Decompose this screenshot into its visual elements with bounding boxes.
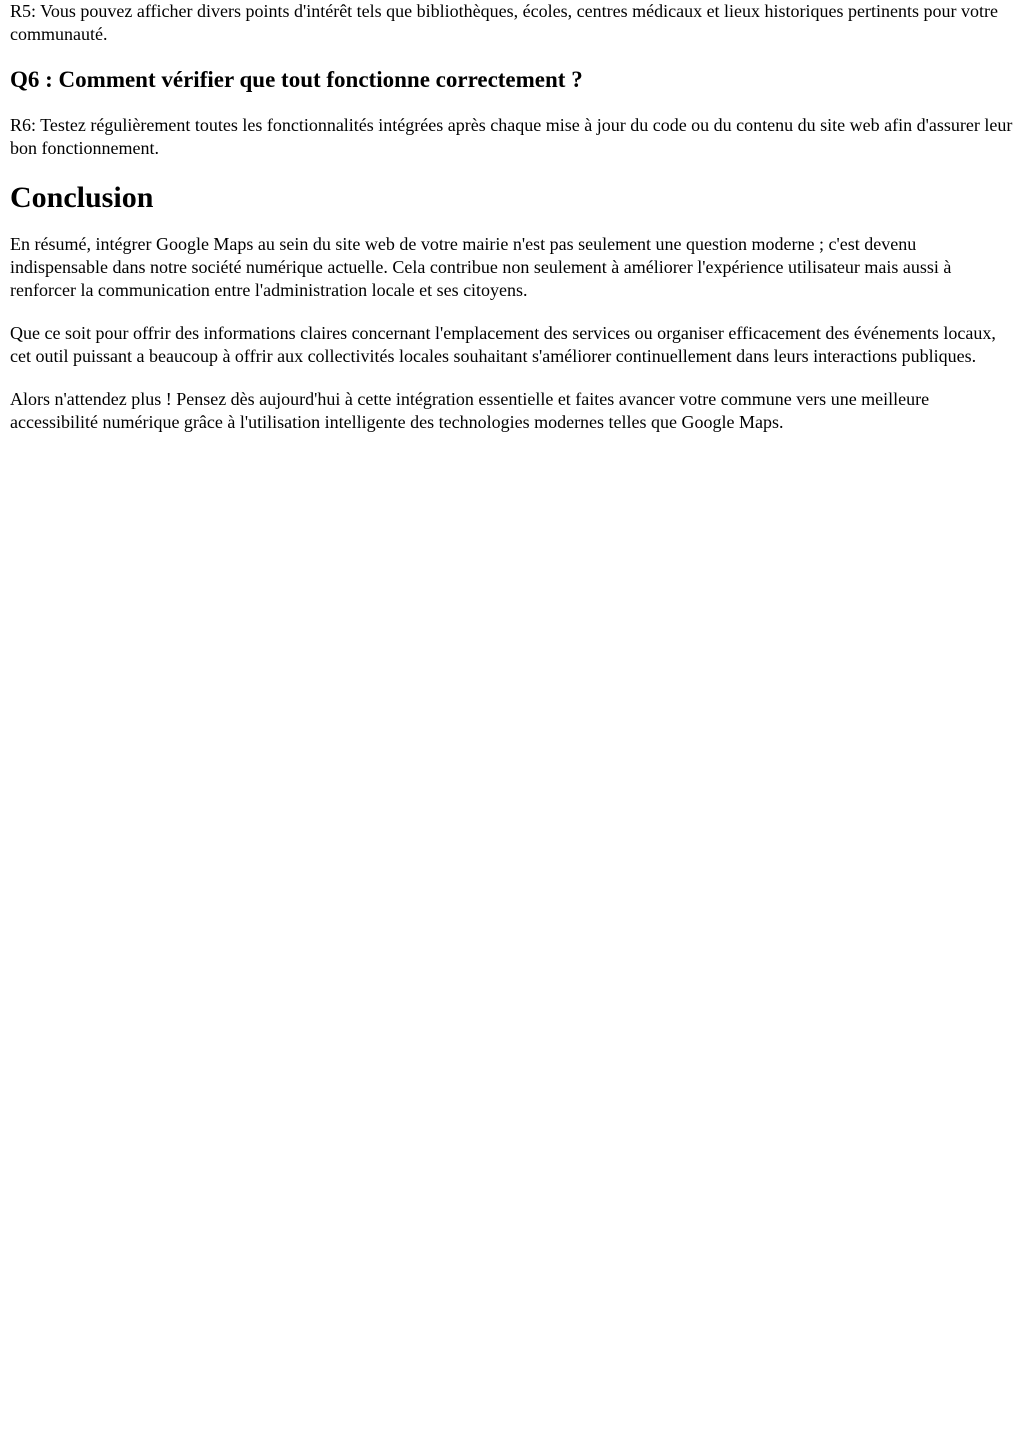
answer-r6: R6: Testez régulièrement toutes les fonctionnalités intégrées après chaque mise à jour du code ou du contenu du site web afin d'assurer leur bon fonctionnement. [10, 115, 1013, 158]
conclusion-paragraph-1: En résumé, intégrer Google Maps au sein du site web de votre mairie n'est pas seulement une question moderne ; c'est devenu indispensable dans notre société numérique actuelle. Cela contribue non seulement à améliorer l'expérience utilisateur mais aussi à renforcer la communication entre l'administration locale et ses citoyens. [10, 234, 952, 300]
conclusion-paragraph-3: Alors n'attendez plus ! Pensez dès aujourd'hui à cette intégration essentielle et faites avancer votre commune vers une meilleure accessibilité numérique grâce à l'utilisation intelligente des technologies modernes telles que Google Maps. [10, 389, 930, 432]
answer-r5: R5: Vous pouvez afficher divers points d'intérêt tels que bibliothèques, écoles, centres médicaux et lieux historiques pertinents pour votre communauté. [10, 1, 999, 44]
question-q6-heading: Q6 : Comment vérifier que tout fonctionne correctement ? [10, 67, 583, 92]
conclusion-paragraph-2: Que ce soit pour offrir des informations claires concernant l'emplacement des services ou organiser efficacement des événements locaux, cet outil puissant a beaucoup à offrir aux collectivités locales souhaitant s'améliorer continuellement dans leurs interactions publiques. [10, 323, 996, 366]
conclusion-heading: Conclusion [10, 181, 154, 214]
article-content [0, 0, 1024, 434]
